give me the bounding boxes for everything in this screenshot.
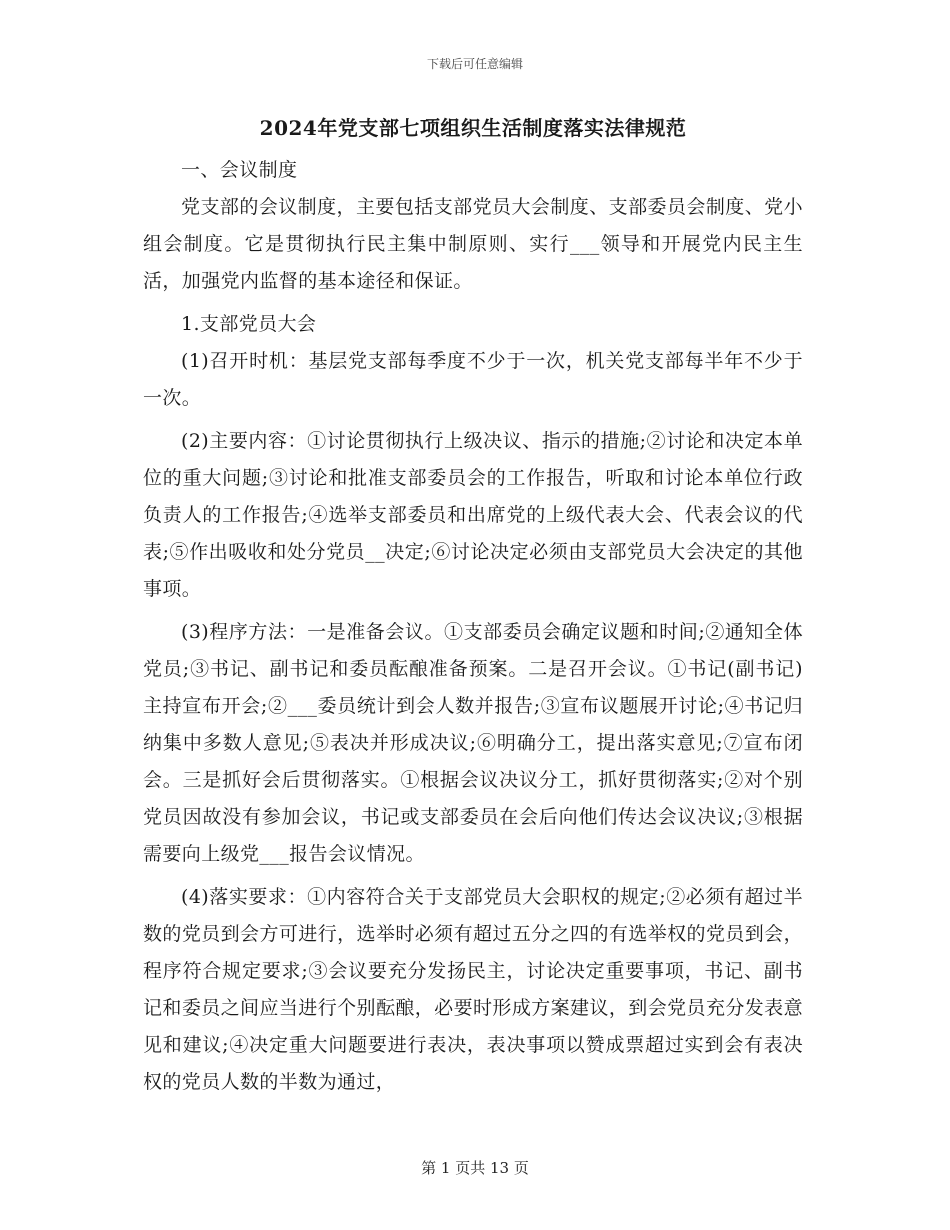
paragraph: (4)落实要求：①内容符合关于支部党员大会职权的规定;②必须有超过半数的党员到会方可进行，选举时必须有超过五分之四的有选举权的党员到会，程序符合规定要求;③会议要充分发扬民主，讨论决定重要事项，书记、副书记和委员之间应当进行个别酝酿，必要时形成方案建议，到会党员充分发表意见和建议;④决定重大问题要进行表决，表决事项以赞成票超过实到会有表决权的党员人数的半数为通过， <box>143 886 803 1093</box>
subsection-heading: 1.支部党员大会 <box>181 313 317 335</box>
paragraph: (2)主要内容：①讨论贯彻执行上级决议、指示的措施;②讨论和决定本单位的重大问题;③讨论和批准支部委员会的工作报告，听取和讨论本单位行政负责人的工作报告;④选举支部委员和出席党的上级代表大会、代表会议的代表;⑤作出吸收和处分党员__决定;⑥讨论决定必须由支部党员大会决定的其他事项。 <box>143 430 803 600</box>
page-header-note: 下载后可任意编辑 <box>426 57 523 71</box>
paragraph: 党支部的会议制度，主要包括支部党员大会制度、支部委员会制度、党小组会制度。它是贯彻执行民主集中制原则、实行___领导和开展党内民主生活，加强党内监督的基本途径和保证。 <box>143 196 803 292</box>
document-body <box>143 112 803 1101</box>
document-title: 2024年党支部七项组织生活制度落实法律规范 <box>259 116 687 140</box>
paragraph: (3)程序方法：一是准备会议。①支部委员会确定议题和时间;②通知全体党员;③书记、副书记和委员酝酿准备预案。二是召开会议。①书记(副书记)主持宣布开会;②___委员统计到会人数并报告;③宣布议题展开讨论;④书记归纳集中多数人意见;⑤表决并形成决议;⑥明确分工，提出落实意见;⑦宣布闭会。三是抓好会后贯彻落实。①根据会议决议分工，抓好贯彻落实;②对个别党员因故没有参加会议，书记或支部委员在会后向他们传达会议决议;③根据需要向上级党___报告会议情况。 <box>143 621 803 865</box>
section-heading: 一、会议制度 <box>181 159 298 181</box>
page-number: 第 1 页共 13 页 <box>421 1159 529 1177</box>
paragraph: (1)召开时机：基层党支部每季度不少于一次，机关党支部每半年不少于一次。 <box>143 350 803 409</box>
